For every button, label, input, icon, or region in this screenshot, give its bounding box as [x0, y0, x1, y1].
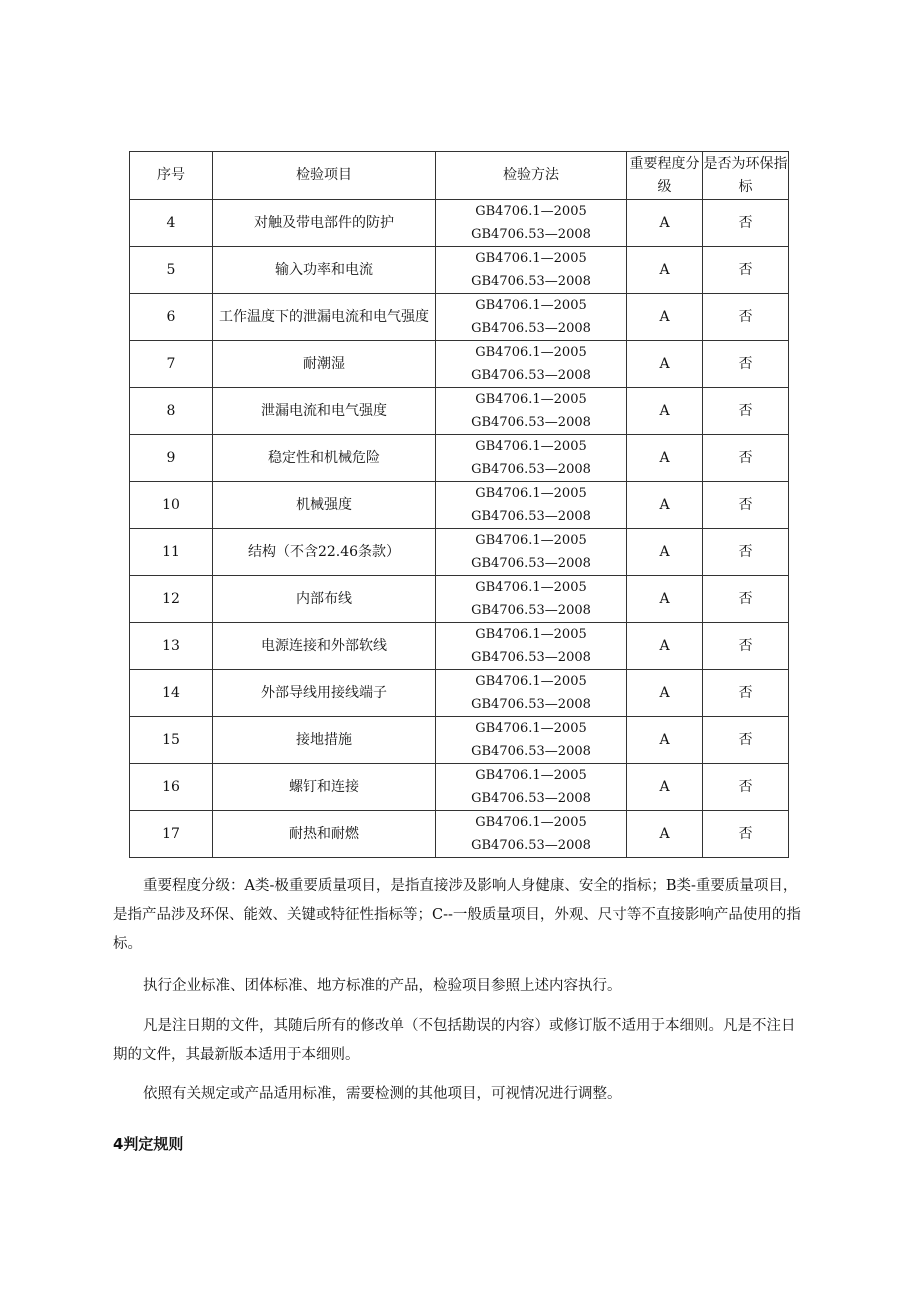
cell-item: 泄漏电流和电气强度: [213, 388, 436, 435]
table-row: [130, 717, 789, 764]
method-standard: GB4706.53—2008: [471, 556, 591, 571]
cell-method: [436, 764, 627, 811]
table-row: [130, 341, 789, 388]
cell-eco: 否: [703, 247, 789, 294]
method-standard: GB4706.53—2008: [471, 838, 591, 853]
cell-eco: 否: [703, 435, 789, 482]
table-row: [130, 670, 789, 717]
cell-eco: 否: [703, 764, 789, 811]
table-header-row: [130, 152, 789, 200]
cell-seq: 10: [130, 482, 213, 529]
method-standard: GB4706.1—2005: [475, 674, 587, 689]
method-standard: GB4706.53—2008: [471, 509, 591, 524]
cell-item: 耐潮湿: [213, 341, 436, 388]
table-row: [130, 529, 789, 576]
cell-item: 对触及带电部件的防护: [213, 200, 436, 247]
cell-method: [436, 388, 627, 435]
cell-importance: A: [627, 529, 703, 576]
method-standard: GB4706.1—2005: [475, 533, 587, 548]
cell-method: [436, 717, 627, 764]
table-row: [130, 247, 789, 294]
cell-method: [436, 576, 627, 623]
method-standard: GB4706.1—2005: [475, 204, 587, 219]
table-row: [130, 294, 789, 341]
cell-method: [436, 435, 627, 482]
table-row: [130, 200, 789, 247]
inspection-table: [129, 151, 789, 858]
cell-method: [436, 529, 627, 576]
cell-importance: A: [627, 623, 703, 670]
cell-seq: 8: [130, 388, 213, 435]
cell-eco: 否: [703, 200, 789, 247]
method-standard: GB4706.1—2005: [475, 721, 587, 736]
header-method: 检验方法: [436, 152, 627, 200]
method-standard: GB4706.1—2005: [475, 251, 587, 266]
table-row: [130, 623, 789, 670]
cell-item: 结构（不含22.46条款）: [213, 529, 436, 576]
importance-note: 重要程度分级：A类-极重要质量项目，是指直接涉及影响人身健康、安全的指标；B类-重要质量项目，是指产品涉及环保、能效、关键或特征性指标等；C--一般质量项目，外观、尺寸等不直接影响产品使用的指标。: [113, 878, 801, 952]
cell-seq: 15: [130, 717, 213, 764]
cell-seq: 12: [130, 576, 213, 623]
cell-eco: 否: [703, 341, 789, 388]
cell-seq: 9: [130, 435, 213, 482]
cell-eco: 否: [703, 717, 789, 764]
method-standard: GB4706.53—2008: [471, 744, 591, 759]
method-standard: GB4706.1—2005: [475, 392, 587, 407]
cell-eco: 否: [703, 670, 789, 717]
method-standard: GB4706.1—2005: [475, 580, 587, 595]
method-standard: GB4706.53—2008: [471, 462, 591, 477]
header-importance: 重要程度分级: [627, 152, 703, 200]
cell-importance: A: [627, 200, 703, 247]
cell-importance: A: [627, 294, 703, 341]
method-standard: GB4706.53—2008: [471, 697, 591, 712]
cell-item: 耐热和耐燃: [213, 811, 436, 858]
table-row: [130, 764, 789, 811]
method-standard: GB4706.53—2008: [471, 321, 591, 336]
cell-seq: 13: [130, 623, 213, 670]
cell-item: 输入功率和电流: [213, 247, 436, 294]
cell-item: 电源连接和外部软线: [213, 623, 436, 670]
table-row: [130, 388, 789, 435]
cell-item: 接地措施: [213, 717, 436, 764]
cell-method: [436, 623, 627, 670]
cell-method: [436, 482, 627, 529]
cell-item: 内部布线: [213, 576, 436, 623]
section-heading: 4判定规则: [113, 1135, 184, 1153]
cell-eco: 否: [703, 529, 789, 576]
cell-method: [436, 247, 627, 294]
cell-seq: 5: [130, 247, 213, 294]
cell-item: 外部导线用接线端子: [213, 670, 436, 717]
cell-importance: A: [627, 576, 703, 623]
method-standard: GB4706.53—2008: [471, 227, 591, 242]
cell-eco: 否: [703, 623, 789, 670]
method-standard: GB4706.1—2005: [475, 768, 587, 783]
cell-seq: 4: [130, 200, 213, 247]
cell-importance: A: [627, 341, 703, 388]
cell-importance: A: [627, 764, 703, 811]
cell-eco: 否: [703, 576, 789, 623]
method-standard: GB4706.1—2005: [475, 627, 587, 642]
cell-seq: 11: [130, 529, 213, 576]
cell-eco: 否: [703, 294, 789, 341]
cell-importance: A: [627, 670, 703, 717]
method-standard: GB4706.53—2008: [471, 274, 591, 289]
cell-importance: A: [627, 717, 703, 764]
cell-eco: 否: [703, 388, 789, 435]
cell-seq: 17: [130, 811, 213, 858]
method-standard: GB4706.1—2005: [475, 439, 587, 454]
header-item: 检验项目: [213, 152, 436, 200]
dated-documents-note: 凡是注日期的文件，其随后所有的修改单（不包括勘误的内容）或修订版不适用于本细则。凡是不注日期的文件，其最新版本适用于本细则。: [113, 1018, 796, 1063]
method-standard: GB4706.1—2005: [475, 486, 587, 501]
standards-note: 执行企业标准、团体标准、地方标准的产品，检验项目参照上述内容执行。: [143, 978, 622, 994]
cell-item: 螺钉和连接: [213, 764, 436, 811]
cell-seq: 7: [130, 341, 213, 388]
cell-method: [436, 811, 627, 858]
header-seq: 序号: [130, 152, 213, 200]
cell-method: [436, 670, 627, 717]
cell-eco: 否: [703, 482, 789, 529]
cell-importance: A: [627, 388, 703, 435]
cell-item: 工作温度下的泄漏电流和电气强度: [213, 294, 436, 341]
cell-importance: A: [627, 247, 703, 294]
cell-seq: 16: [130, 764, 213, 811]
method-standard: GB4706.1—2005: [475, 815, 587, 830]
method-standard: GB4706.53—2008: [471, 650, 591, 665]
cell-importance: A: [627, 811, 703, 858]
cell-seq: 6: [130, 294, 213, 341]
cell-method: [436, 200, 627, 247]
header-eco: 是否为环保指标: [703, 152, 789, 200]
method-standard: GB4706.1—2005: [475, 298, 587, 313]
table-row: [130, 435, 789, 482]
cell-item: 稳定性和机械危险: [213, 435, 436, 482]
table-row: [130, 811, 789, 858]
adjustment-note: 依照有关规定或产品适用标准，需要检测的其他项目，可视情况进行调整。: [143, 1086, 622, 1102]
method-standard: GB4706.53—2008: [471, 791, 591, 806]
table-row: [130, 576, 789, 623]
method-standard: GB4706.53—2008: [471, 415, 591, 430]
cell-importance: A: [627, 435, 703, 482]
cell-item: 机械强度: [213, 482, 436, 529]
cell-method: [436, 341, 627, 388]
cell-method: [436, 294, 627, 341]
cell-eco: 否: [703, 811, 789, 858]
table-row: [130, 482, 789, 529]
cell-seq: 14: [130, 670, 213, 717]
method-standard: GB4706.1—2005: [475, 345, 587, 360]
method-standard: GB4706.53—2008: [471, 603, 591, 618]
cell-importance: A: [627, 482, 703, 529]
method-standard: GB4706.53—2008: [471, 368, 591, 383]
